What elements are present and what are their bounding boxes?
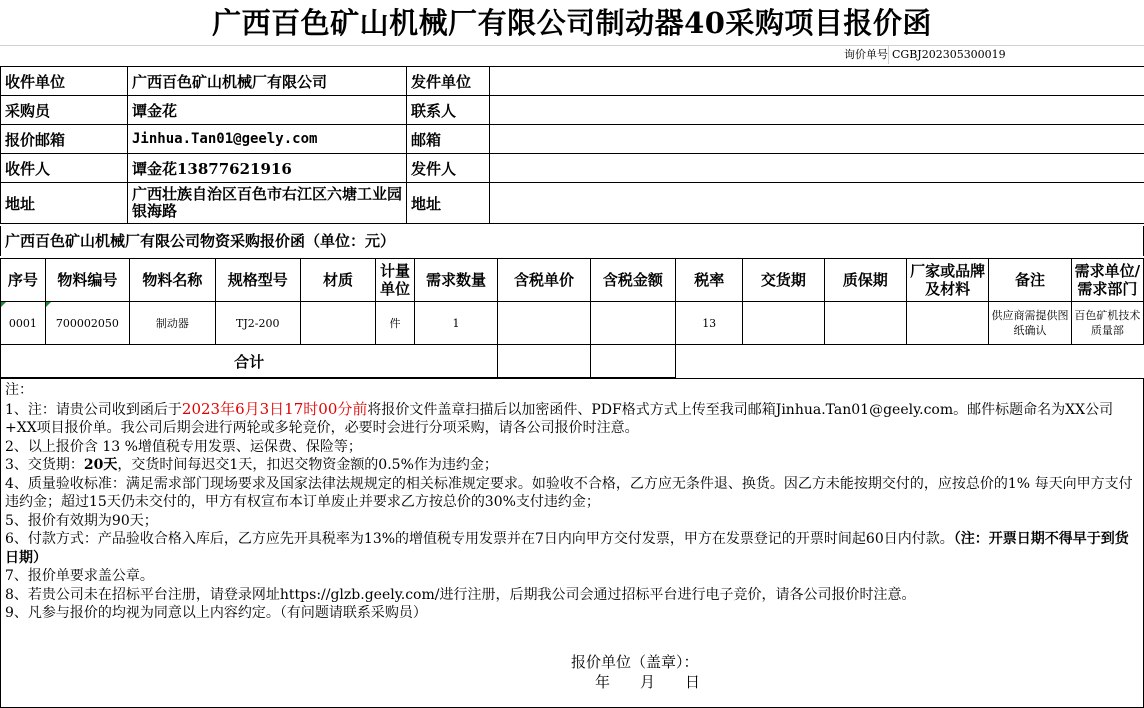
note-5: 5、报价有效期为90天；: [5, 512, 158, 529]
cell-brand[interactable]: [906, 302, 988, 345]
info-label: 地址: [1, 183, 128, 224]
info-label: 邮箱: [407, 125, 490, 154]
note-3: 3、交货期：20天，交货时间每迟交1天，扣迟交物资金额的0.5%作为违约金；: [5, 457, 498, 473]
cell-warranty[interactable]: [824, 302, 906, 345]
inquiry-divider: [888, 46, 889, 64]
col-header: 备注: [989, 259, 1071, 302]
cell-unit: 件: [376, 302, 415, 345]
info-row: [1, 183, 1144, 224]
table-header-row: [1, 259, 1144, 302]
cell-amount[interactable]: [590, 302, 675, 345]
info-row: [1, 67, 1144, 96]
note-7: 7、报价单要求盖公章。: [5, 568, 154, 584]
page-title: 广西百色矿山机械厂有限公司制动器40采购项目报价函: [212, 6, 932, 40]
cell-marker-icon: [1, 302, 6, 307]
signature-label: 报价单位（盖章）：: [571, 653, 699, 671]
info-label: 采购员: [1, 96, 128, 125]
info-label: 地址: [407, 183, 490, 224]
col-header: 含税金额: [590, 259, 675, 302]
info-value: [490, 154, 1144, 183]
info-label: 发件单位: [407, 67, 490, 96]
info-label: 收件单位: [1, 67, 128, 96]
info-value: 谭金花: [128, 96, 407, 125]
cell-unit-price[interactable]: [498, 302, 591, 345]
cell-seq: 0001: [1, 302, 46, 345]
note-9: 9、凡参与报价的均视为同意以上内容约定。（有问题请联系采购员）: [5, 605, 427, 621]
total-cell[interactable]: [498, 345, 591, 378]
info-label: 发件人: [407, 154, 490, 183]
items-table: [0, 258, 1144, 378]
col-header: 序号: [1, 259, 46, 302]
total-row: [1, 345, 1144, 378]
col-header: 计量单位: [376, 259, 415, 302]
deadline-text: 2023年6月3日17时00分前: [181, 399, 368, 418]
info-value: [490, 96, 1144, 125]
cell-marker-icon: [46, 302, 51, 307]
note-1: 1、注：请贵公司收到函后于2023年6月3日17时00分前将报价文件盖章扫描后以加密函件、PDF格式方式上传至我司邮箱Jinhua.Tan01@geely.com。邮件标题命名为XX公司+XX项目报价单。我公司后期会进行两轮或多轮竞价，必要时会进行分项采购，请各公司报价时注意。: [5, 399, 1114, 436]
info-value: [490, 183, 1144, 224]
info-label: 报价邮箱: [1, 125, 128, 154]
cell-spec: TJ2-200: [215, 302, 300, 345]
info-row: [1, 154, 1144, 183]
info-value: 谭金花13877621916: [128, 154, 407, 183]
inquiry-number-label: 询价单号: [844, 48, 888, 61]
info-label: 联系人: [407, 96, 490, 125]
cell-material-code: 700002050: [45, 302, 129, 345]
col-header: 物料名称: [130, 259, 215, 302]
section-title: 广西百色矿山机械厂有限公司物资采购报价函（单位：元）: [0, 226, 1144, 256]
cell-dept: 百色矿机技术质量部: [1071, 302, 1143, 345]
col-header: 规格型号: [215, 259, 300, 302]
col-header: 厂家或品牌及材料: [906, 259, 988, 302]
info-value: [490, 125, 1144, 154]
col-header: 需求数量: [414, 259, 497, 302]
table-row: [1, 302, 1144, 345]
cell-quantity: 1: [414, 302, 497, 345]
notes-section: [0, 378, 1144, 708]
col-header: 质保期: [824, 259, 906, 302]
info-value: [490, 67, 1144, 96]
col-header: 税率: [676, 259, 743, 302]
cell-delivery[interactable]: [743, 302, 824, 345]
note-4: 4、质量验收标准：满足需求部门现场要求及国家法律法规规定的相关标准规定要求。如验收不合格，乙方应无条件退、换货。因乙方未能按期交付的，应按总价的1% 每天向甲方支付违约金；超过15天仍未交付的，甲方有权宣布本订单废止并要求乙方按总价的30%支付违约金；: [5, 475, 1133, 510]
col-header: 材质: [300, 259, 375, 302]
note-6: 6、付款方式：产品验收合格入库后，乙方应先开具税率为13%的增值税专用发票并在7日内向甲方交付发票，甲方在发票登记的开票时间起60日内付款。（注：开票日期不得早于到货日期）: [5, 531, 1129, 566]
col-header: 交货期: [743, 259, 824, 302]
note-8: 8、若贵公司未在招标平台注册，请登录网址https://glzb.geely.com/进行注册，后期我公司会通过招标平台进行电子竞价，请各公司报价时注意。: [5, 586, 916, 603]
total-amount[interactable]: [590, 345, 675, 378]
cell-material-name: 制动器: [130, 302, 215, 345]
info-value: Jinhua.Tan01@geely.com: [128, 125, 407, 154]
inquiry-number-value: CGBJ202305300019: [892, 48, 1006, 61]
info-row: [1, 125, 1144, 154]
info-value: 广西百色矿山机械厂有限公司: [128, 67, 407, 96]
info-label: 收件人: [1, 154, 128, 183]
total-label: 合计: [1, 345, 498, 378]
notes-heading: 注：: [5, 382, 33, 398]
col-header: 含税单价: [498, 259, 591, 302]
cell-material[interactable]: [300, 302, 375, 345]
cell-tax-rate: 13: [676, 302, 743, 345]
contact-info-table: [0, 66, 1144, 224]
info-row: [1, 96, 1144, 125]
note-2: 2、以上报价含 13 %增值税专用发票、运保费、保险等；: [5, 438, 362, 455]
info-value: 广西壮族自治区百色市右江区六塘工业园银海路: [128, 183, 407, 224]
col-header: 需求单位/需求部门: [1071, 259, 1143, 302]
cell-remark: 供应商需提供图纸确认: [989, 302, 1071, 345]
signature-date: 年 月 日: [595, 673, 701, 691]
col-header: 物料编号: [45, 259, 129, 302]
total-filler: [676, 345, 1144, 378]
